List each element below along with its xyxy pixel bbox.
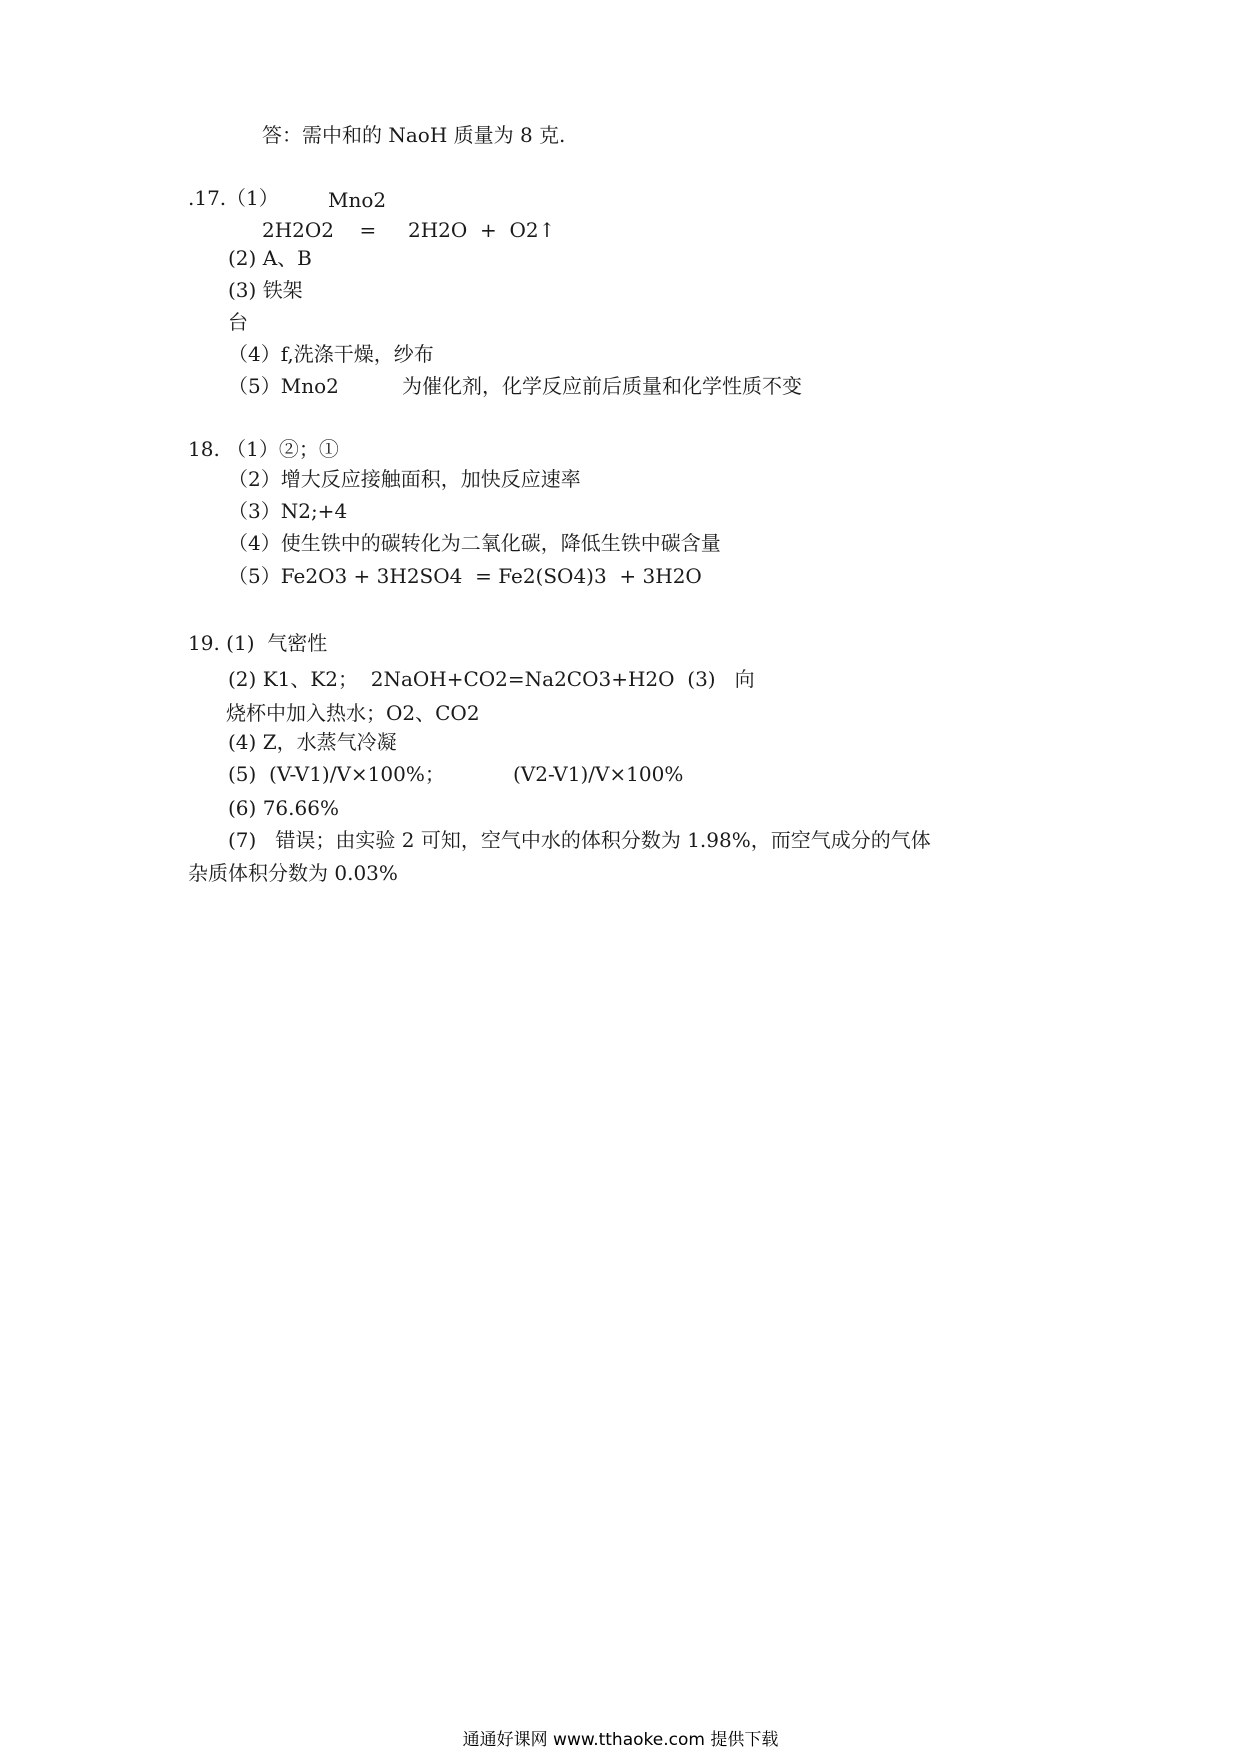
q17-part1-label: （1） (226, 186, 279, 210)
q17-catalyst: Mno2 (328, 188, 387, 212)
q19-part7-b: 杂质体积分数为 0.03% (188, 861, 398, 885)
q18-part5: （5）Fe2O3 + 3H2SO4 = Fe2(SO4)3 + 3H2O (228, 564, 702, 588)
q18-part2: （2）增大反应接触面积，加快反应速率 (228, 467, 581, 491)
q17-number: .17. (188, 186, 227, 210)
q19-part5-a: (5) (V-V1)/V×100%； (228, 762, 445, 786)
q18-part3: （3）N2;+4 (228, 499, 348, 523)
q17-part5-b: 为催化剂，化学反应前后质量和化学性质不变 (402, 374, 802, 398)
q17-part5-a: （5）Mno2 (228, 374, 339, 398)
q19-part2-a: (2) K1、K2； 2NaOH+CO2=Na2CO3+H2O (3) 向 (228, 667, 755, 691)
q19-part6: (6) 76.66% (228, 796, 339, 820)
q19-part2-b: 烧杯中加入热水；O2、CO2 (226, 701, 480, 725)
footer-download-note: 通通好课网 www.tthaoke.com 提供下载 (462, 1730, 779, 1750)
q17-equation: 2H2O2 = 2H2O + O2↑ (262, 218, 556, 242)
q19-part4: (4) Z，水蒸气冷凝 (228, 730, 397, 754)
q19-part5-b: (V2-V1)/V×100% (513, 762, 684, 786)
q18-part1: 18. （1）②；① (188, 437, 339, 461)
q18-part4: （4）使生铁中的碳转化为二氧化碳，降低生铁中碳含量 (228, 531, 721, 555)
q19-part1: 19. (1) 气密性 (188, 631, 328, 655)
q17-part2: (2) A、B (228, 246, 312, 270)
answer-note: 答：需中和的 NaoH 质量为 8 克. (262, 123, 566, 147)
q17-part3-a: (3) 铁架 (228, 278, 303, 302)
q17-part4: （4）f,洗涤干燥，纱布 (228, 342, 434, 366)
q17-part3-b: 台 (228, 310, 248, 334)
q19-part7-a: (7) 错误；由实验 2 可知，空气中水的体积分数为 1.98%，而空气成分的气体 (228, 828, 931, 852)
